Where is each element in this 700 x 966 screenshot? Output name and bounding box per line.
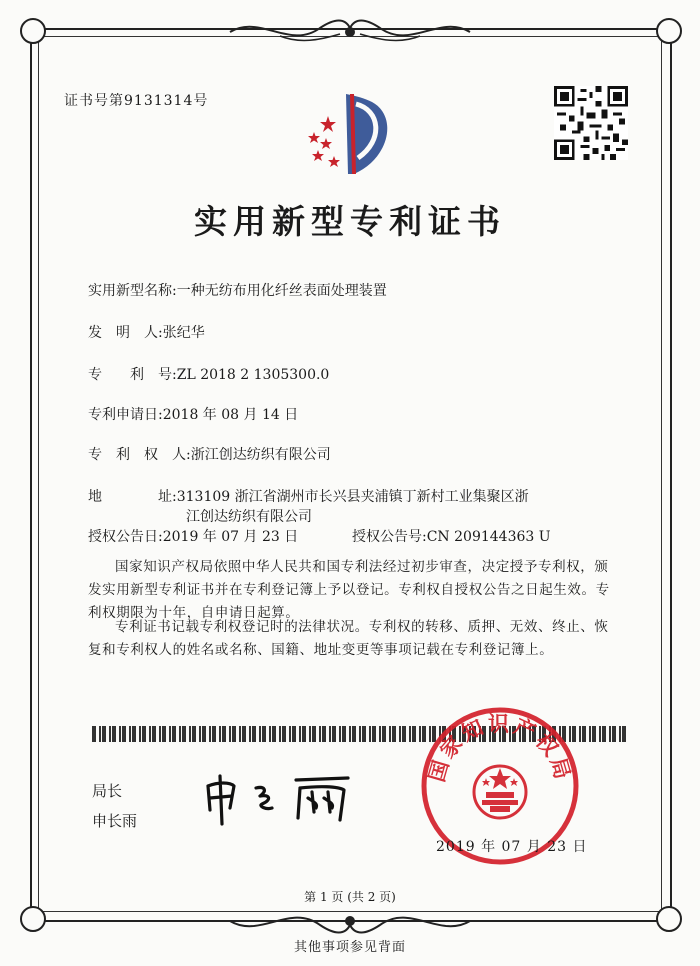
field-utility-model-name xyxy=(88,280,387,300)
field-value: 2018 年 08 月 14 日 xyxy=(162,407,299,423)
cnipa-logo-icon xyxy=(298,88,406,178)
page-title: 实用新型专利证书 xyxy=(194,202,506,241)
page-number: 第 1 页 (共 2 页) xyxy=(304,890,396,904)
frame-corner-ornament xyxy=(20,906,46,932)
field-label: 实用新型名称: xyxy=(88,283,177,299)
frame-corner-ornament xyxy=(20,18,46,44)
seal-date: 2019 年 07 月 23 日 xyxy=(436,839,588,855)
director-title: 局长 xyxy=(92,782,123,800)
qr-code xyxy=(554,86,628,160)
handwritten-signature xyxy=(200,768,360,828)
director-name: 申长雨 xyxy=(92,812,138,830)
field-value: 张纪华 xyxy=(162,325,205,341)
field-address-continued: 江创达纺织有限公司 xyxy=(186,509,312,525)
field-value: CN 209144363 U xyxy=(426,529,551,545)
field-label: 地 址: xyxy=(88,489,177,505)
field-value: 313109 浙江省湖州市长兴县夹浦镇丁新村工业集聚区浙 xyxy=(176,489,529,505)
top-ornament xyxy=(220,14,480,50)
legal-status-paragraph: 专利证书记载专利权登记时的法律状况。专利权的转移、质押、无效、终止、恢复和专利权人的姓名或名称、国籍、地址变更等事项记载在专利登记簿上。 xyxy=(88,619,609,658)
field-value: ZL 2018 2 1305300.0 xyxy=(176,367,330,383)
field-application-date xyxy=(88,404,298,424)
field-patentee xyxy=(88,444,331,464)
bottom-ornament xyxy=(220,903,480,939)
field-label: 专 利 号: xyxy=(88,367,177,383)
field-address xyxy=(88,486,529,506)
frame-corner-ornament xyxy=(656,18,682,44)
footer-note: 其他事项参见背面 xyxy=(293,940,406,955)
certificate-number: 证书号第9131314号 xyxy=(64,93,209,109)
field-label: 发 明 人: xyxy=(88,325,163,341)
certificate-statement-paragraph: 国家知识产权局依照中华人民共和国专利法经过初步审查，决定授予专利权，颁发实用新型专利证书并在专利登记簿上予以登记。专利权自授权公告之日起生效。专利权期限为十年，自申请日起算。 xyxy=(88,559,610,621)
field-grant-announcement-date xyxy=(88,526,298,546)
frame-corner-ornament xyxy=(656,906,682,932)
field-value: 2019 年 07 月 23 日 xyxy=(162,529,299,545)
field-label: 授权公告号: xyxy=(352,529,427,545)
field-label: 专利申请日: xyxy=(88,407,163,423)
field-patent-number xyxy=(88,364,329,384)
field-grant-announcement-number xyxy=(352,526,551,546)
field-label: 专 利 权 人: xyxy=(88,447,191,463)
field-value: 浙江创达纺织有限公司 xyxy=(190,447,331,463)
field-label: 授权公告日: xyxy=(88,529,163,545)
seal-text: 国家知识产权局 xyxy=(424,712,576,785)
field-inventor xyxy=(88,322,205,342)
field-value: 一种无纺布用化纤丝表面处理装置 xyxy=(176,283,387,299)
